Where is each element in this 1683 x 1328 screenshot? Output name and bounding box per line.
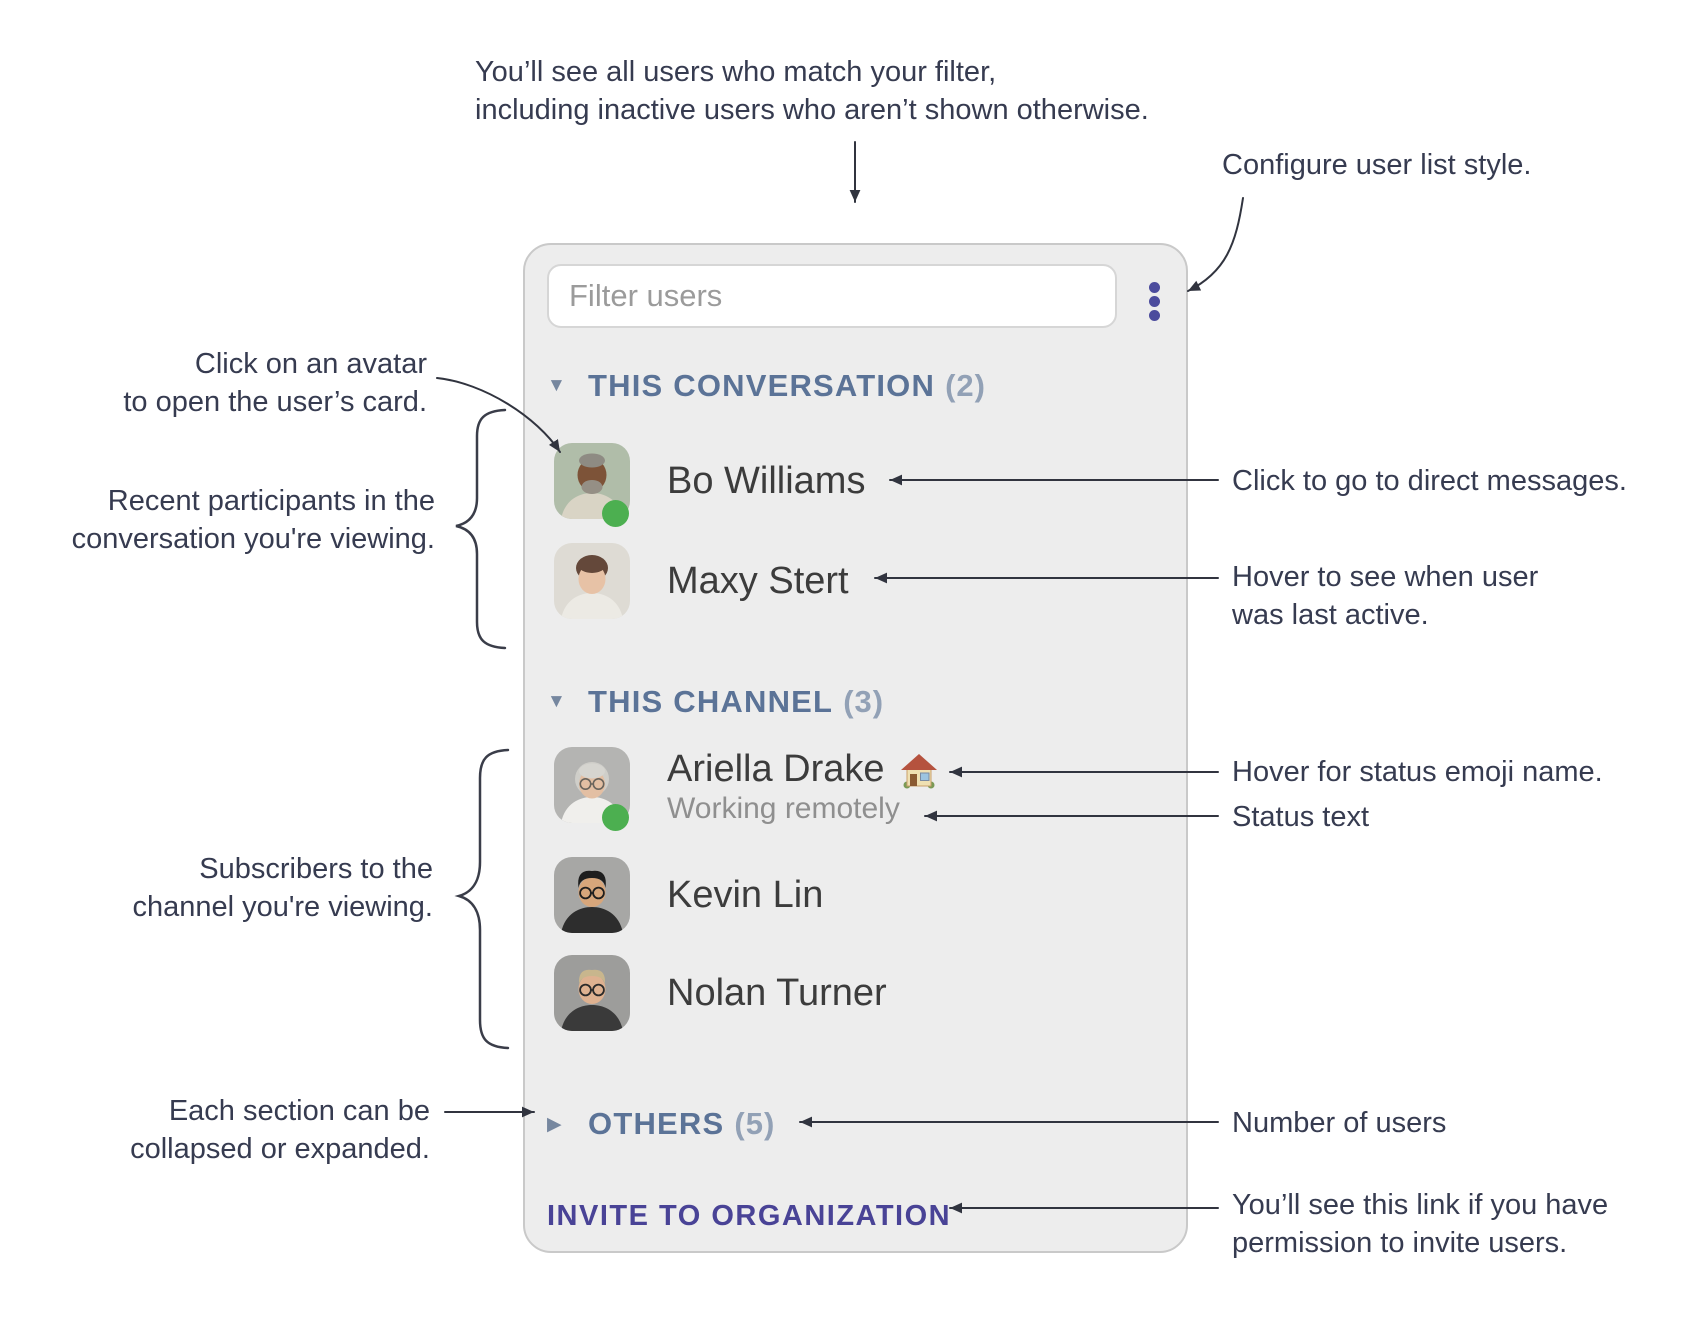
section-label: OTHERS	[588, 1106, 725, 1141]
user-row	[554, 955, 887, 1031]
section-count: (5)	[734, 1106, 776, 1141]
invite-permission-note	[1232, 1186, 1608, 1262]
collapse-note-line2: collapsed or expanded.	[130, 1133, 430, 1165]
user-status-text: Working remotely	[667, 792, 900, 825]
section-count: (3)	[843, 684, 885, 719]
recent-participants-line1: Recent participants in the	[107, 485, 435, 517]
user-list-menu-button[interactable]	[1140, 274, 1168, 328]
section-label: THIS CHANNEL	[588, 684, 834, 719]
triangle-down-icon: ▼	[547, 691, 566, 712]
kebab-dot	[1149, 310, 1160, 321]
presence-dot	[602, 804, 629, 831]
invite-to-organization-link[interactable]: INVITE TO ORGANIZATION	[547, 1200, 952, 1232]
click-dm-note: Click to go to direct messages.	[1232, 465, 1627, 497]
subscribers-note-line2: channel you're viewing.	[132, 891, 433, 923]
click-avatar-note-line2: to open the user’s card.	[123, 386, 427, 418]
conversation-brace	[456, 410, 505, 648]
triangle-down-icon: ▼	[547, 375, 566, 396]
user-name[interactable]: Ariella Drake	[667, 748, 885, 790]
section-header-this-conversation[interactable]	[547, 368, 986, 404]
avatar[interactable]	[554, 747, 630, 823]
click-avatar-note	[80, 345, 427, 421]
presence-dot	[602, 500, 629, 527]
recent-participants-line2: conversation you're viewing.	[71, 523, 435, 555]
top-note	[475, 53, 1149, 129]
top-note-line1: You’ll see all users who match your filter,	[475, 56, 997, 88]
invite-permission-line1: You’ll see this link if you have	[1232, 1189, 1609, 1221]
kebab-dot	[1149, 296, 1160, 307]
configure-note: Configure user list style.	[1222, 149, 1532, 181]
avatar-image	[554, 543, 630, 619]
avatar-image	[554, 955, 630, 1031]
user-name[interactable]: Kevin Lin	[667, 873, 824, 916]
collapse-note	[100, 1092, 430, 1168]
number-of-users-note: Number of users	[1232, 1107, 1447, 1139]
hover-last-active-line1: Hover to see when user	[1232, 561, 1539, 593]
collapse-note-line1: Each section can be	[168, 1095, 430, 1127]
user-name[interactable]: Bo Williams	[667, 459, 866, 502]
hover-status-emoji-note: Hover for status emoji name.	[1232, 756, 1603, 788]
kebab-menu-icon	[1149, 282, 1160, 293]
user-row	[554, 443, 865, 519]
recent-participants-note	[40, 482, 435, 558]
user-row	[554, 747, 939, 827]
user-list-panel	[523, 243, 1188, 1253]
house-status-emoji	[899, 751, 939, 791]
user-row	[554, 543, 849, 619]
user-row	[554, 857, 823, 933]
top-note-line2: including inactive users who aren’t shown otherwise.	[475, 94, 1149, 126]
user-name[interactable]: Maxy Stert	[667, 559, 849, 602]
avatar[interactable]	[554, 857, 630, 933]
hover-last-active-line2: was last active.	[1232, 599, 1429, 631]
avatar[interactable]	[554, 543, 630, 619]
filter-users-input[interactable]	[547, 264, 1117, 328]
avatar-image	[554, 857, 630, 933]
avatar[interactable]	[554, 955, 630, 1031]
avatar[interactable]	[554, 443, 630, 519]
status-text-note: Status text	[1232, 801, 1370, 833]
configure-arrow	[1188, 198, 1243, 291]
section-header-this-channel[interactable]	[547, 684, 884, 720]
triangle-right-icon: ▶	[547, 1113, 562, 1135]
section-header-others[interactable]	[547, 1106, 775, 1142]
user-name[interactable]: Nolan Turner	[667, 971, 887, 1014]
section-label: THIS CONVERSATION	[588, 368, 936, 403]
click-avatar-note-line1: Click on an avatar	[194, 348, 427, 380]
subscribers-note-line1: Subscribers to the	[199, 853, 433, 885]
channel-brace	[459, 750, 508, 1048]
hover-last-active-note	[1232, 558, 1538, 634]
invite-permission-line2: permission to invite users.	[1232, 1227, 1568, 1259]
subscribers-note	[40, 850, 433, 926]
section-count: (2)	[945, 368, 986, 403]
